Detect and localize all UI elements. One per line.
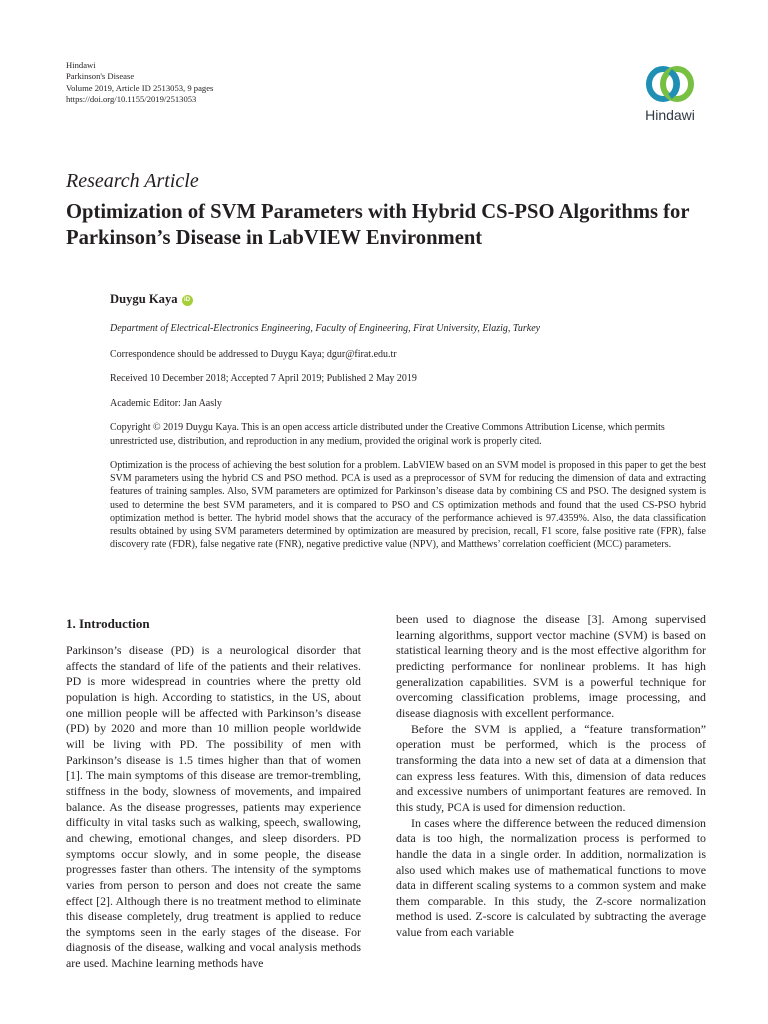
article-title: Optimization of SVM Parameters with Hybrid CS-PSO Algorithms for Parkinson’s Disease in LabVIEW Environment: [66, 201, 690, 249]
journal-meta: [66, 60, 213, 106]
left-column: [66, 643, 361, 972]
publisher-name: Hindawi: [66, 60, 96, 70]
affiliation: Department of Electrical-Electronics Engineering, Faculty of Engineering, Firat University, Elazig, Turkey: [110, 323, 541, 334]
doi-link[interactable]: https://doi.org/10.1155/2019/2513053: [66, 94, 197, 105]
abstract: Optimization is the process of achieving the best solution for a problem. LabVIEW based on an SVM model is proposed in this paper to get the best SVM parameters using the hybrid CS and PSO method. PCA is used as a preprocessor of SVM for reducing the dimension of data and extracting features of training samples. Also, SVM parameters are optimized for Parkinson’s disease data by combining CS and PSO. The designed system is used to determine the best SVM parameters, and it is compared to PSO and CS optimization methods and found that the used CS-PSO hybrid optimization method is better. The hybrid model shows that the accuracy of the performance achieved is 97.4359%. Also, the data classification results obtained by using SVM parameters determined by optimization are measured by precision, recall, F1 score, false positive rate (FPR), false discovery rate (FDR), false negative rate (FNR), negative predictive value (NPV), and Matthews’ correlation coefficient (MCC) parameters.: [110, 460, 706, 551]
article-dates: Received 10 December 2018; Accepted 7 April 2019; Published 2 May 2019: [110, 373, 417, 384]
academic-editor: Academic Editor: Jan Aasly: [110, 398, 222, 409]
copyright-notice: Copyright © 2019 Duygu Kaya. This is an open access article distributed under the Creative Commons Attribution License, which permits unrestricted use, distribution, and reproduction in any medium, provided the original work is properly cited.: [110, 422, 665, 447]
paragraph: In cases where the difference between the reduced dimension data is too high, the normalization process is performed to handle the data in a single order. In addition, normalization is also used which makes use of mathematical functions to move data in different scaling systems to a common system and make them comparable. In this study, the Z-score normalization method is used. Z-score is calculated by subtracting the average value from each variable: [396, 815, 706, 940]
logo-wordmark: Hindawi: [645, 107, 695, 123]
hindawi-rings-icon: [642, 62, 698, 106]
section-heading: 1. Introduction: [66, 616, 150, 631]
journal-name: Parkinson's Disease: [66, 71, 135, 82]
paragraph: Before the SVM is applied, a “feature transformation” operation must be performed, which is the process of transforming the data into a new set of data at a dimension that can express less features. With this, dimension of data reduces and excessive numbers of unimportant features are removed. In this study, PCA is used for dimension reduction.: [396, 721, 706, 814]
article-type: Research Article: [66, 170, 199, 192]
orcid-icon[interactable]: iD: [182, 295, 193, 306]
correspondence: Correspondence should be addressed to Duygu Kaya; dgur@firat.edu.tr: [110, 349, 397, 360]
author-name[interactable]: Duygu Kaya: [110, 292, 178, 306]
paragraph: been used to diagnose the disease [3]. Among supervised learning algorithms, support vector machine (SVM) is based on statistical learning theory and is the most effective algorithm for predicting performance for nonlinear problems. It has high generalization capabilities. SVM is a powerful technique for overcoming classification problems, image processing, and disease diagnosis with excellent performance.: [396, 612, 706, 720]
right-column: [396, 612, 706, 941]
author-line: [110, 292, 193, 307]
volume-info: Volume 2019, Article ID 2513053, 9 pages: [66, 82, 214, 93]
paragraph: Parkinson’s disease (PD) is a neurological disorder that affects the standard of life of the patients and their relatives. PD is more widespread in countries where the pretty old population is high. According to statistics, in the US, about one million people will be affected with Parkinson’s disease (PD) by 2020 and more than 10 million people worldwide will be living with PD. The possibility of men with Parkinson’s disease is 1.5 times higher than that of women [1]. The main symptoms of this disease are tremor-trembling, stiffness in the body, slowness of movements, and impaired balance. As the disease progresses, patients may experience difficulty in vital tasks such as walking, speech, swallowing, and chewing, emotional changes, and sleep disorders. PD symptoms occur slowly, and in some people, the disease progresses faster than others. The intensity of the symptoms varies from person to person and does not create the same effect [2]. Although there is no treatment method to eliminate this disease completely, drug treatment is applied to reduce the symptoms seen in the early stages of the disease. For diagnosis of the disease, walking and vocal analysis methods are used. Machine learning methods have: [66, 643, 361, 971]
hindawi-logo: [632, 62, 708, 132]
